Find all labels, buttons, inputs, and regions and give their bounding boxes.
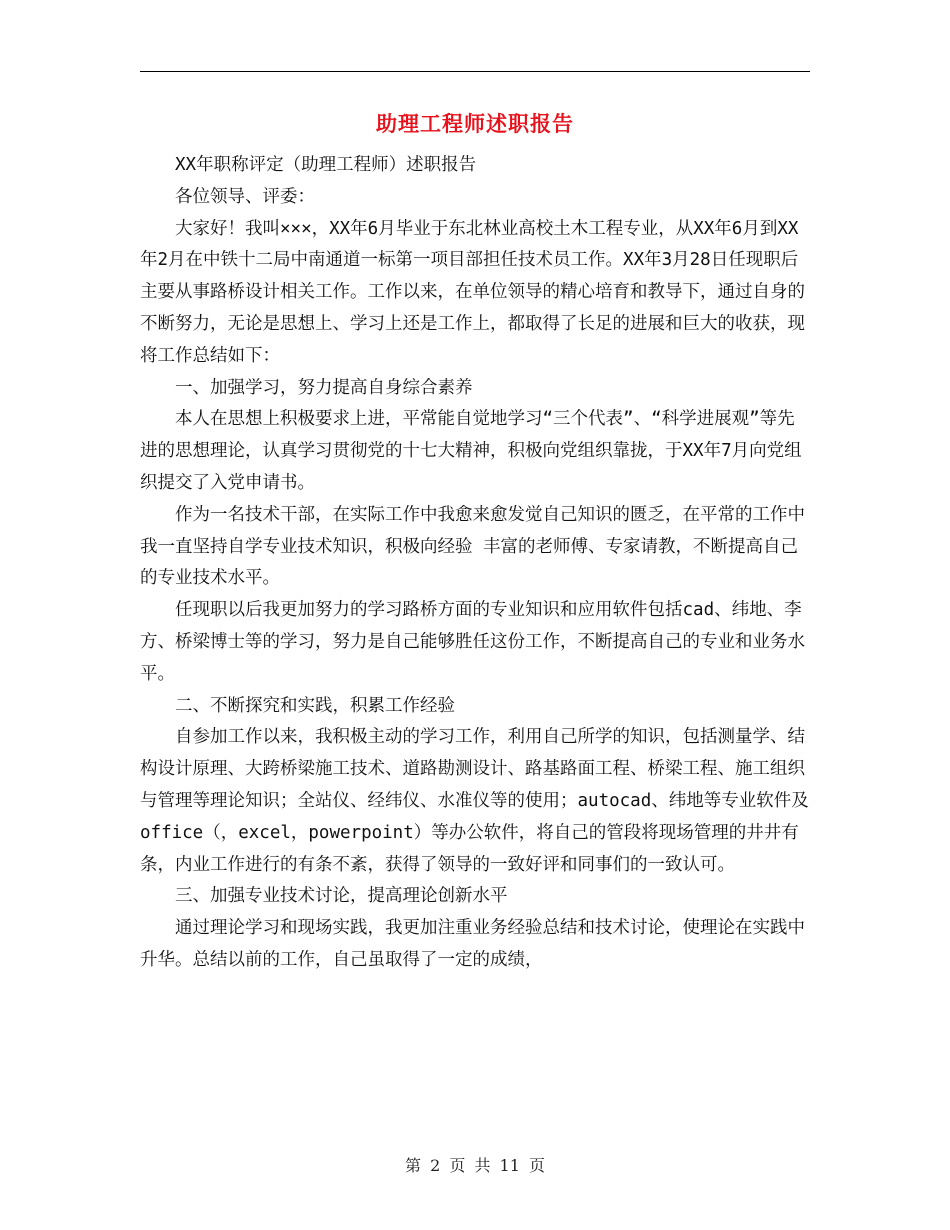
paragraph: 自参加工作以来，我积极主动的学习工作，利用自己所学的知识，包括测量学、结构设计原理、大跨桥梁施工技术、道路勘测设计、路基路面工程、桥梁工程、施工组织与管理等理论知识；全站仪、经纬仪、水准仪等的使用；autocad、纬地等专业软件及 <box>140 727 809 811</box>
page-footer: 第 2 页 共 11 页 <box>405 1156 545 1175</box>
document-body <box>140 150 810 977</box>
section-heading: 三、加强专业技术讨论，提高理论创新水平 <box>175 886 508 907</box>
paragraph: 本人在思想上积极要求上进，平常能自觉地学习“三个代表”、“科学进展观”等先进的思想理论，认真学习贯彻党的十七大精神，积极向党组织靠拢，于XX年7月向党组织提交了入党申请书。 <box>140 409 802 493</box>
section-heading: 一、加强学习，努力提高自身综合素养 <box>175 377 473 398</box>
header-rule <box>140 71 810 72</box>
paragraph: office（，excel，powerpoint）等办公软件，将自己的管段将现场管理的井井有条，内业工作进行的有条不紊，获得了领导的一致好评和同事们的一致认可。 <box>140 822 799 875</box>
paragraph: 通过理论学习和现场实践，我更加注重业务经验总结和技术讨论，使理论在实践中升华。总结以前的工作，自己虽取得了一定的成绩， <box>140 918 805 970</box>
paragraph: 大家好！我叫×××，XX年6月毕业于东北林业高校土木工程专业，从XX年6月到XX年2月在中铁十二局中南通道一标第一项目部担任技术员工作。XX年3月28日任现职后主要从事路桥设计相关工作。工作以来，在单位领导的精心培育和教导下，通过自身的不断努力，无论是思想上、学习上还是工作上，都取得了长足的进展和巨大的收获，现将工作总结如下： <box>140 218 805 366</box>
paragraph: XX年职称评定（助理工程师）述职报告 <box>175 155 477 175</box>
paragraph: 任现职以后我更加努力的学习路桥方面的专业知识和应用软件包括cad、纬地、李方、桥梁博士等的学习，努力是自己能够胜任这份工作，不断提高自己的专业和业务水平。 <box>140 600 805 684</box>
paragraph: 各位领导、评委： <box>175 186 315 207</box>
document-title: 助理工程师述职报告 <box>376 111 574 136</box>
paragraph: 作为一名技术干部，在实际工作中我愈来愈发觉自己知识的匮乏，在平常的工作中我一直坚持自学专业技术知识，积极向经验 丰富的老师傅、专家请教，不断提高自己的专业技术水平。 <box>140 504 805 589</box>
section-heading: 二、不断探究和实践，积累工作经验 <box>175 695 455 716</box>
